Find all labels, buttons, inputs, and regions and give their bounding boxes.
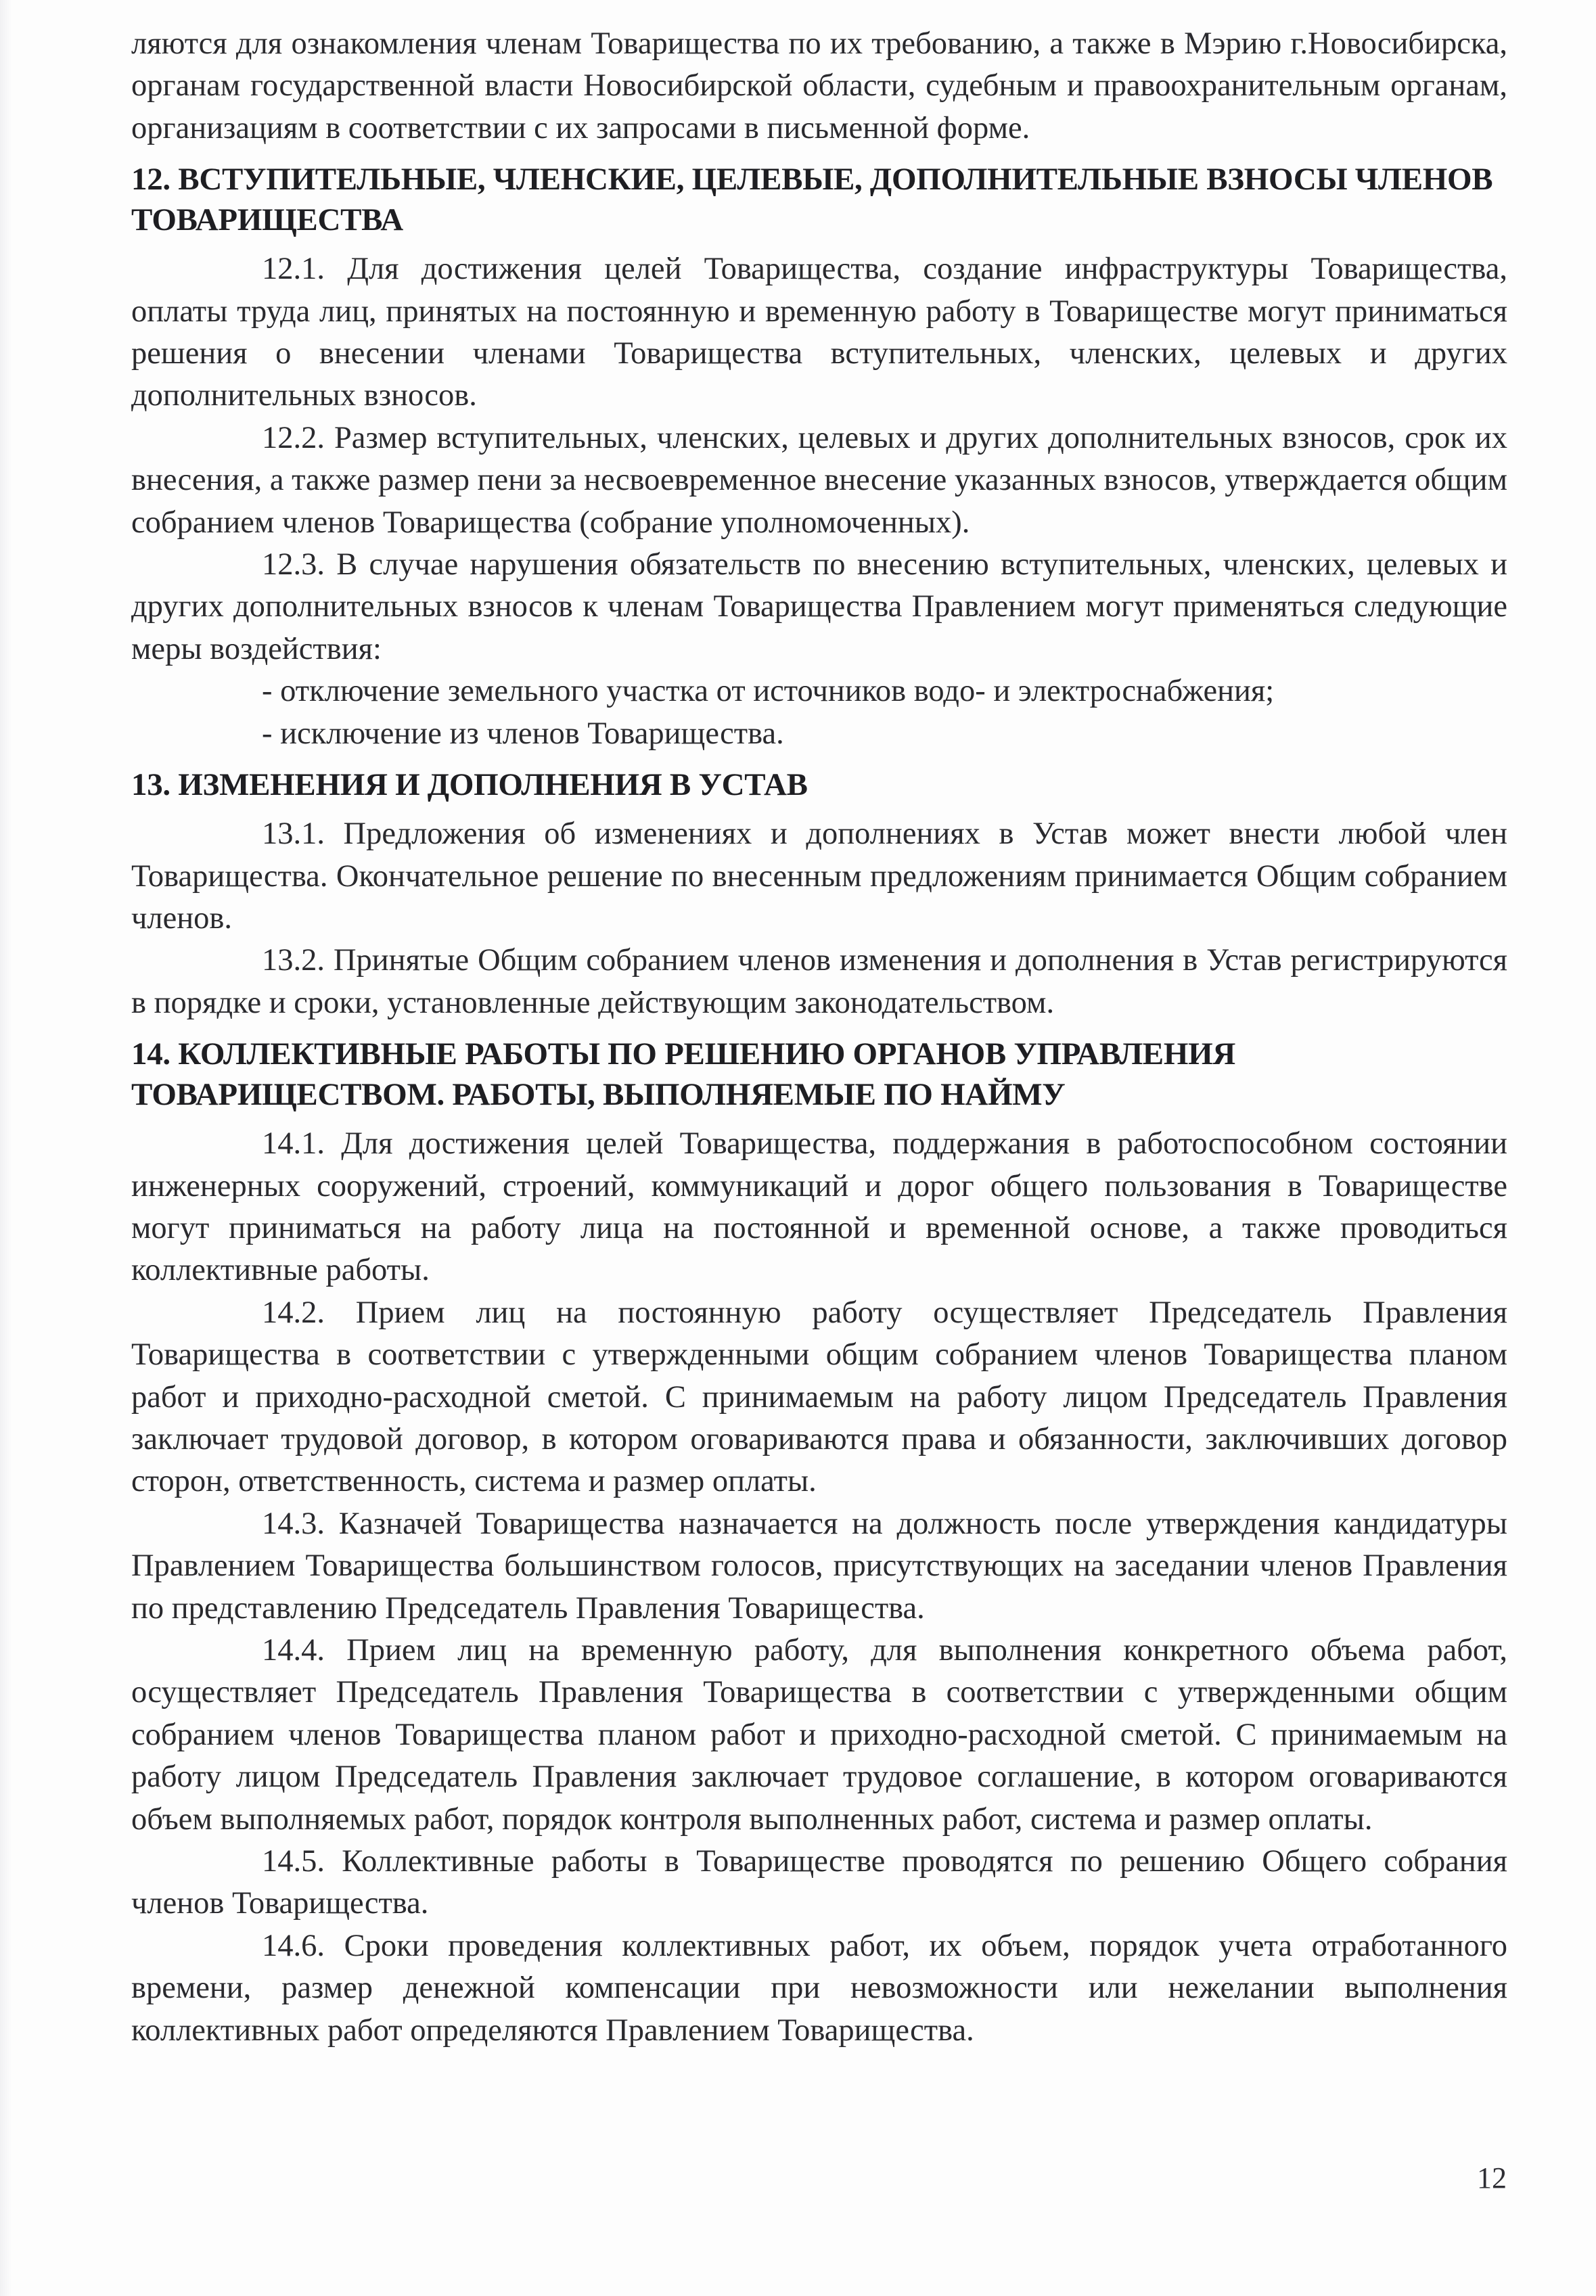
clause-12-3-bullet-1: - отключение земельного участка от источников водо- и электроснабжения; [262,674,1275,709]
section-12-heading: 12. ВСТУПИТЕЛЬНЫЕ, ЧЛЕНСКИЕ, ЦЕЛЕВЫЕ, ДОПОЛНИТЕЛЬНЫЕ ВЗНОСЫ ЧЛЕНОВ ТОВАРИЩЕСТВА [131,162,1493,238]
clause-14-4: 14.4. Прием лиц на временную работу, для выполнения конкретного объема работ, осуществляет Председатель Правления Товарищества в соответствии с утвержденными общим собранием членов Товарищества планом работ и приходно-расходной сметой. С принимаемым на работу лицом Председатель Правления заключает трудовое соглашение, в котором оговариваются объем выполняемых работ, порядок контроля выполненных работ, система и размер оплаты. [131,1633,1507,1837]
clause-13-2: 13.2. Принятые Общим собранием членов изменения и дополнения в Устав регистрируются в порядке и сроки, установленные действующим законодательством. [131,943,1507,1020]
page-content [131,23,1507,2052]
section-13-heading: 13. ИЗМЕНЕНИЯ И ДОПОЛНЕНИЯ В УСТАВ [131,767,808,803]
clause-12-3-bullet-2: - исключение из членов Товарищества. [262,716,784,751]
clause-12-3: 12.3. В случае нарушения обязательств по внесению вступительных, членских, целевых и других дополнительных взносов к членам Товарищества Правлением могут применяться следующие меры воздействия: [131,547,1507,666]
clause-13-1: 13.1. Предложения об изменениях и дополнениях в Устав может внести любой член Товарищества. Окончательное решение по внесенным предложениям принимается Общим собранием членов. [131,817,1507,936]
clause-14-6: 14.6. Сроки проведения коллективных работ, их объем, порядок учета отработанного времени, размер денежной компенсации при невозможности или нежелании выполнения коллективных работ определяются Правлением Товарищества. [131,1928,1507,2048]
intro-paragraph: ляются для ознакомления членам Товарищества по их требованию, а также в Мэрию г.Новосибирска, органам государственной власти Новосибирской области, судебным и правоохранительным органам, организациям в соответствии с их запросами в письменной форме. [131,26,1507,145]
clause-12-2: 12.2. Размер вступительных, членских, целевых и других дополнительных взносов, срок их внесения, а также размер пени за несвоевременное внесение указанных взносов, утверждается общим собранием членов Товарищества (собрание уполномоченных). [131,420,1507,540]
clause-14-5: 14.5. Коллективные работы в Товариществе проводятся по решению Общего собрания членов Товарищества. [131,1844,1507,1921]
scan-edge-shadow [0,0,12,2296]
clause-14-1: 14.1. Для достижения целей Товарищества, поддержания в работоспособном состоянии инженерных сооружений, строений, коммуникаций и дорог общего пользования в Товариществе могут приниматься на работу лица на постоянной и временной основе, а также проводиться коллективные работы. [131,1126,1507,1288]
clause-14-3: 14.3. Казначей Товарищества назначается на должность после утверждения кандидатуры Правлением Товарищества большинством голосов, присутствующих на заседании членов Правления по представлению Председатель Правления Товарищества. [131,1506,1507,1626]
clause-12-1: 12.1. Для достижения целей Товарищества, создание инфраструктуры Товарищества, оплаты труда лиц, принятых на постоянную и временную работу в Товариществе могут приниматься решения о внесении членами Товарищества вступительных, членских, целевых и других дополнительных взносов. [131,252,1507,413]
page-number: 12 [1477,2161,1507,2195]
clause-14-2: 14.2. Прием лиц на постоянную работу осуществляет Председатель Правления Товарищества в соответствии с утвержденными общим собранием членов Товарищества планом работ и приходно-расходной сметой. С принимаемым на работу лицом Председатель Правления заключает трудовой договор, в котором оговариваются права и обязанности, заключивших договор сторон, ответственность, система и размер оплаты. [131,1295,1507,1499]
section-14-heading: 14. КОЛЛЕКТИВНЫЕ РАБОТЫ ПО РЕШЕНИЮ ОРГАНОВ УПРАВЛЕНИЯ ТОВАРИЩЕСТВОМ. РАБОТЫ, ВЫПОЛНЯЕМЫЕ ПО НАЙМУ [131,1036,1236,1113]
